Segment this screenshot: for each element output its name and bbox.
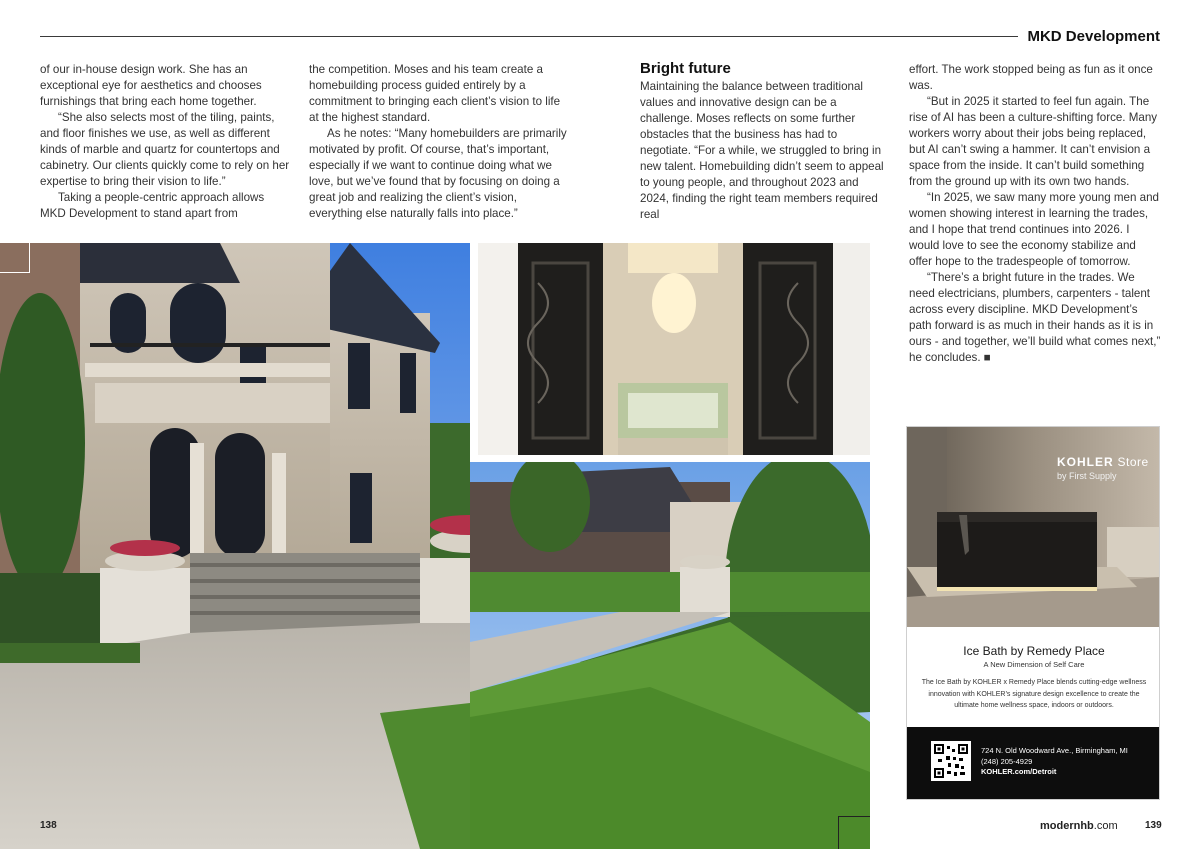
paragraph: As he notes: “Many homebuilders are primarily motivated by profit. Of course, that’s important, especially if we want to continue doing what we love, but we’ve found that by focusing on doing a great job and realizing the client’s vision, everything else naturally falls into place.” (309, 127, 567, 220)
grand-entry-photo (478, 243, 870, 455)
brand-suffix: Store (1117, 455, 1149, 469)
brand-name: KOHLER (1057, 455, 1114, 469)
paragraph: “She also selects most of the tiling, paints, and floor finishes we use, as well as different kinds of marble and quartz for countertops and cabinetry. Our clients quickly come to rely on her expertise to bring their vision to life.” (40, 111, 290, 188)
section-title: MKD Development (1027, 28, 1160, 45)
corner-mark (838, 816, 870, 849)
paragraph: “There’s a bright future in the trades. We need electricians, plumbers, carpenters - talent across every discipline. MKD Development’s path forward is as much in their hands as it is in ours - and together, we’ll build what comes next,” he concludes. ■ (909, 271, 1161, 364)
page-number-right: 139 (1145, 820, 1162, 831)
front-lawn-photo (470, 462, 870, 849)
ad-brand (1057, 455, 1149, 469)
paragraph: Taking a people-centric approach allows MKD Development to stand apart from (40, 191, 265, 220)
ad-phone: (248) 205-4929 (981, 756, 1033, 766)
paragraph: of our in-house design work. She has an exceptional eye for aesthetics and chooses furnishings that bring each home together. (40, 63, 262, 108)
page-number-left: 138 (40, 820, 57, 831)
ad-title: Ice Bath by Remedy Place (963, 644, 1105, 658)
ad-subtitle: A New Dimension of Self Care (983, 660, 1085, 669)
corner-mark (0, 243, 30, 273)
header-rule (40, 36, 1018, 37)
ad-body: The Ice Bath by KOHLER x Remedy Place blends cutting-edge wellness innovation with KOHLER’s signature design excellence to create the ultimate home wellness space, indoors or outdoors. (921, 679, 1147, 709)
text-column-4 (909, 62, 1161, 366)
qr-code-icon[interactable] (931, 741, 971, 781)
site-url (1040, 820, 1118, 832)
ad-address: 724 N. Old Woodward Ave., Birmingham, MI (981, 746, 1128, 755)
text-column-2 (309, 62, 571, 222)
subheading: Bright future (640, 60, 731, 77)
paragraph: the competition. Moses and his team create a homebuilding process guided entirely by a commitment to bringing each client’s vision to life at the highest standard. (309, 63, 561, 124)
ad-website-link[interactable]: KOHLER.com/Detroit (981, 767, 1057, 776)
site-name: modernhb (1040, 820, 1094, 832)
ad-contact (981, 746, 1128, 778)
ad-brand-sub: by First Supply (1057, 471, 1117, 481)
site-tld: .com (1093, 820, 1118, 832)
text-column-3 (640, 60, 885, 223)
kohler-advertisement[interactable] (906, 426, 1160, 800)
text-column-1 (40, 62, 292, 222)
paragraph: “In 2025, we saw many more young men and women showing interest in learning the trades, and I hope that trend continues into 2026. I would love to see the economy stabilize and offer hope to the tradespeople of tomorrow. (909, 191, 1159, 268)
paragraph: “But in 2025 it started to feel fun again. The rise of AI has been a culture-shifting force. Many workers worry about their jobs being replaced, but AI can’t swing a hammer. It can’t envision a space from the inside. It can’t build something from the ground up with its own two hands. (909, 95, 1158, 188)
house-exterior-photo (0, 243, 470, 849)
ad-footer (907, 727, 1160, 799)
paragraph: Maintaining the balance between traditional values and innovative design can be a challenge. Moses reflects on some further obstacles that the business has had to negotiate. “For a while, we struggled to bring in new talent. Homebuilding didn’t seem to appeal to young people, and throughout 2023 and 2024, finding the right team members required real (640, 80, 884, 221)
paragraph: effort. The work stopped being as fun as it once was. (909, 63, 1153, 92)
